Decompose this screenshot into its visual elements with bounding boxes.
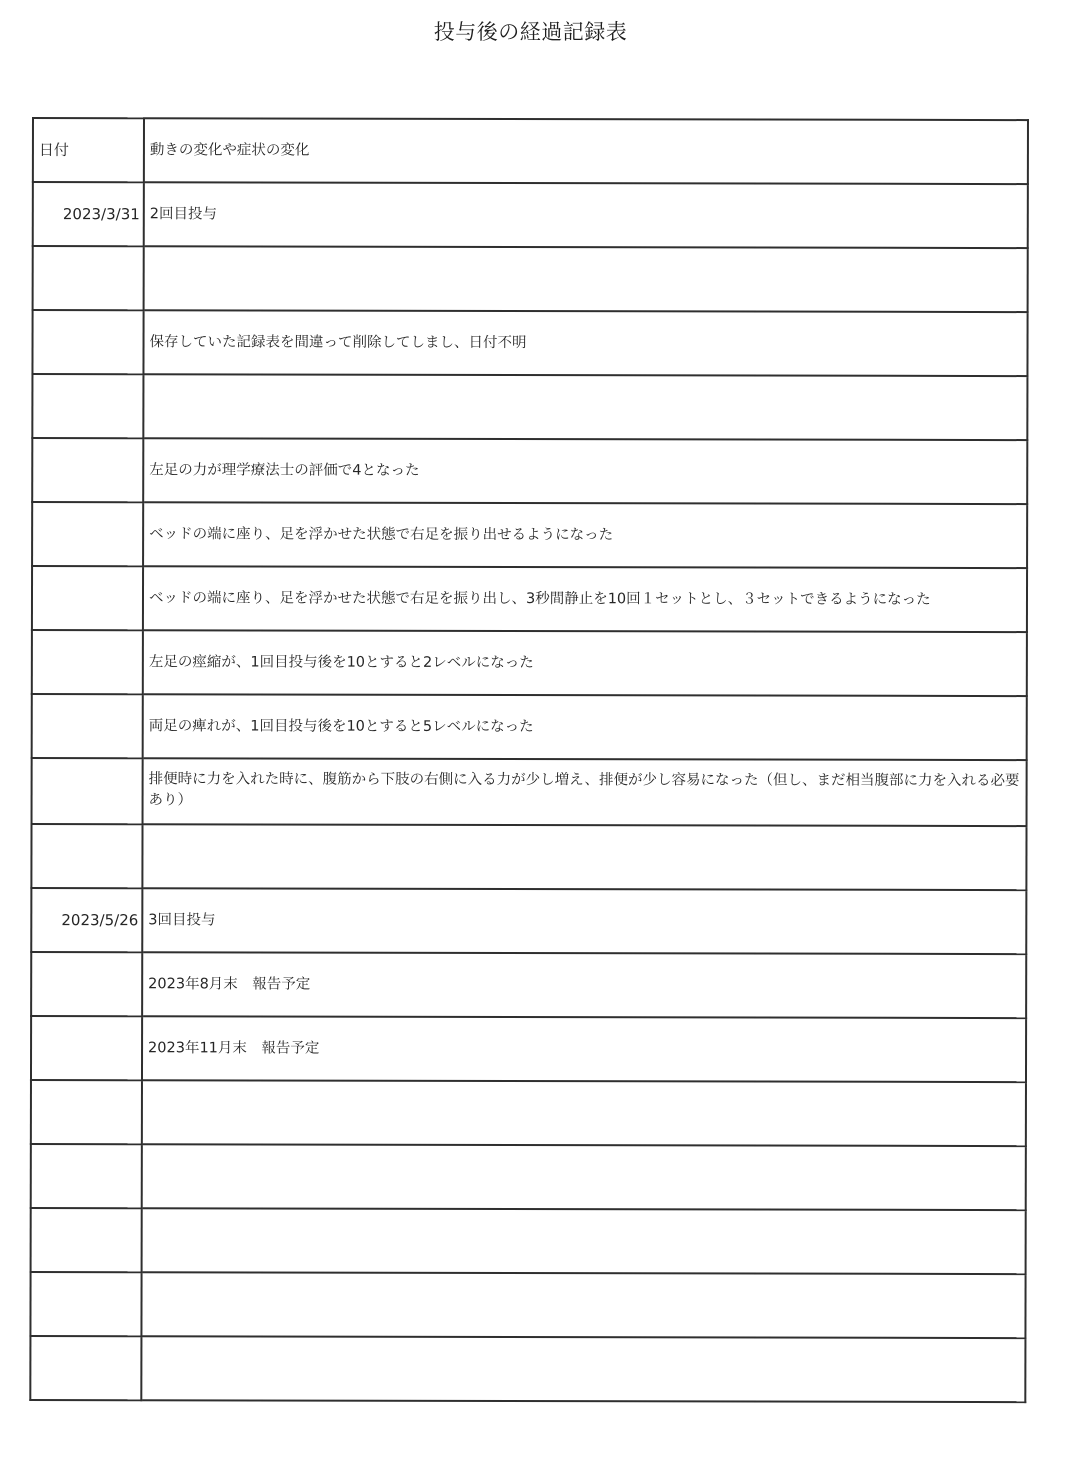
- change-cell: 左足の痙縮が、1回目投与後を10とすると2レベルになった: [143, 630, 1027, 696]
- date-cell: [32, 374, 143, 438]
- progress-record-table: [29, 117, 1029, 1403]
- date-cell: [31, 952, 142, 1016]
- date-cell: 2023/3/31: [33, 182, 144, 246]
- table-row: [31, 1208, 1026, 1274]
- date-cell: [32, 758, 143, 824]
- table-row: [32, 374, 1027, 440]
- change-cell: 左足の力が理学療法士の評価で4となった: [143, 438, 1027, 504]
- date-cell: [31, 1208, 142, 1272]
- table-row: [30, 1272, 1025, 1338]
- table-row: [32, 758, 1027, 826]
- date-cell: [33, 246, 144, 310]
- table-row: [33, 182, 1028, 248]
- change-cell: [141, 1336, 1025, 1402]
- table-row: [32, 566, 1027, 632]
- table-header-row: [33, 118, 1028, 184]
- change-cell: [142, 1144, 1026, 1210]
- change-cell: [142, 1208, 1026, 1274]
- date-cell: [31, 1016, 142, 1080]
- change-cell: [142, 1080, 1026, 1146]
- table-row: [31, 952, 1026, 1018]
- table-row: [32, 630, 1027, 696]
- table-row: [31, 1080, 1026, 1146]
- date-column-header: 日付: [33, 118, 144, 182]
- date-cell: [30, 1336, 141, 1400]
- change-cell: 両足の痺れが、1回目投与後を10とすると5レベルになった: [143, 694, 1027, 760]
- change-cell: [141, 1272, 1025, 1338]
- change-cell: 2023年11月末 報告予定: [142, 1016, 1026, 1082]
- page-title: 投与後の経過記録表: [433, 20, 628, 44]
- table-row: [31, 888, 1026, 954]
- change-column-header: 動きの変化や症状の変化: [144, 118, 1028, 184]
- table-row: [32, 438, 1027, 504]
- change-cell: 保存していた記録表を間違って削除してしまし、日付不明: [143, 310, 1027, 376]
- date-cell: [32, 438, 143, 502]
- date-cell: [31, 1080, 142, 1144]
- date-cell: [32, 502, 143, 566]
- change-cell: 2023年8月末 報告予定: [142, 952, 1026, 1018]
- date-cell: [32, 310, 143, 374]
- table-row: [30, 1336, 1025, 1402]
- table-row: [32, 310, 1027, 376]
- table-row: [33, 246, 1028, 312]
- change-cell: [144, 246, 1028, 312]
- table-row: [31, 1144, 1026, 1210]
- change-cell: 2回目投与: [144, 182, 1028, 248]
- date-cell: [32, 566, 143, 630]
- date-cell: [32, 630, 143, 694]
- date-cell: [30, 1272, 141, 1336]
- change-cell: ベッドの端に座り、足を浮かせた状態で右足を振り出し、3秒間静止を10回１セットとし、３セットできるようになった: [143, 566, 1027, 632]
- table-row: [31, 824, 1026, 890]
- table-row: [32, 694, 1027, 760]
- change-cell: [142, 824, 1026, 890]
- change-cell: [143, 374, 1027, 440]
- date-cell: 2023/5/26: [31, 888, 142, 952]
- date-cell: [32, 694, 143, 758]
- change-cell: 排便時に力を入れた時に、腹筋から下肢の右側に入る力が少し増え、排便が少し容易になった（但し、まだ相当腹部に力を入れる必要あり）: [143, 758, 1027, 826]
- date-cell: [31, 1144, 142, 1208]
- table-row: [31, 1016, 1026, 1082]
- change-cell: 3回目投与: [142, 888, 1026, 954]
- date-cell: [31, 824, 142, 888]
- change-cell: ベッドの端に座り、足を浮かせた状態で右足を振り出せるようになった: [143, 502, 1027, 568]
- table-row: [32, 502, 1027, 568]
